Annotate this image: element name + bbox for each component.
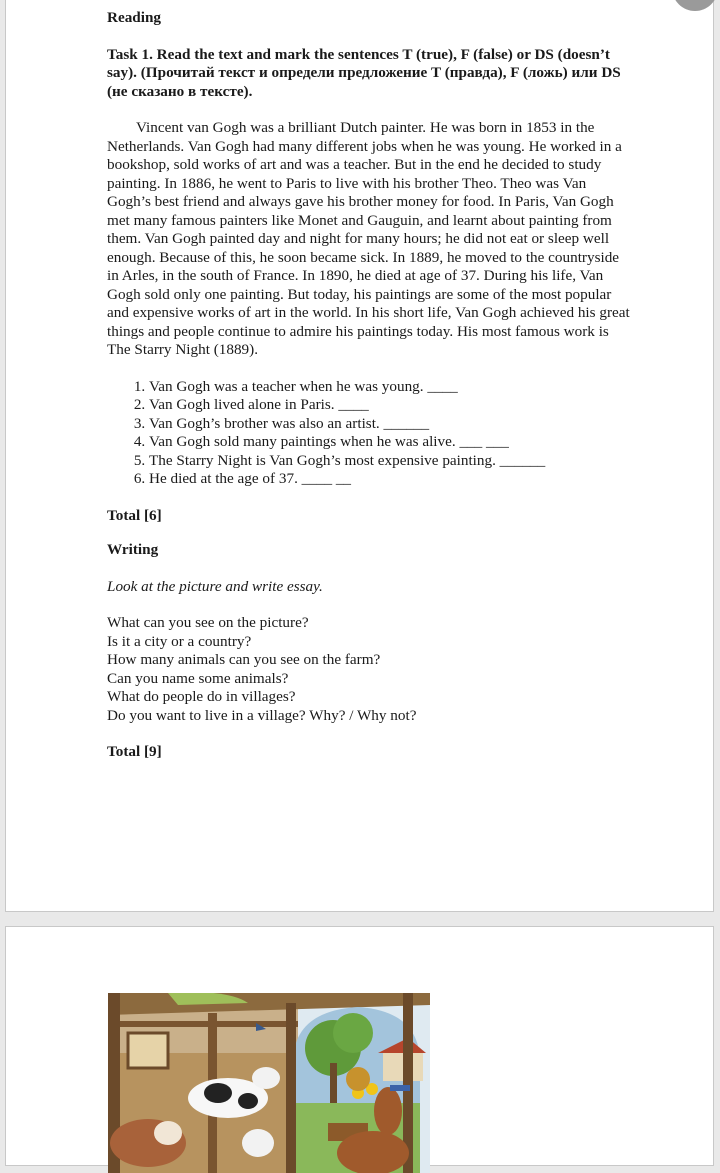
question-item: 3. Van Gogh’s brother was also an artist. ______ bbox=[149, 415, 631, 434]
prompt-item: Can you name some animals? bbox=[107, 669, 289, 687]
prompt-item: How many animals can you see on the farm? bbox=[107, 651, 381, 668]
question-item: 5. The Starry Night is Van Gogh’s most expensive painting. ______ bbox=[149, 452, 631, 471]
reading-total: Total [6] bbox=[107, 506, 162, 524]
question-list bbox=[107, 378, 631, 489]
question-item: 1. Van Gogh was a teacher when he was young. ____ bbox=[149, 378, 631, 397]
reading-heading: Reading bbox=[107, 9, 162, 26]
writing-total: Total [9] bbox=[107, 743, 162, 760]
corner-action-button[interactable] bbox=[672, 0, 718, 11]
farm-illustration bbox=[108, 993, 430, 1173]
writing-heading: Writing bbox=[107, 541, 159, 558]
prompt-item: Do you want to live in a village? Why? / Why not? bbox=[107, 706, 417, 724]
writing-instruction: Look at the picture and write essay. bbox=[107, 577, 323, 595]
prompt-item: What can you see on the picture? bbox=[107, 614, 309, 631]
document-page-2 bbox=[5, 926, 714, 1166]
reading-passage: Vincent van Gogh was a brilliant Dutch painter. He was born in 1853 in the Netherlands. Van Gogh had many different jobs when he was young. He worked in a bookshop, sold works of art and was a teacher. But in the end he decided to study painting. In 1886, he went to Paris to live with his brother Theo. Theo was Van Gogh’s best friend and always gave his brother money for food. In Paris, Van Gogh met many famous painters like Monet and Gauguin, and learnt about painting from them. Van Gogh painted day and night for many hours; he did not eat or sleep well enough. Because of this, he soon became sick. In 1889, he moved to the countryside in Arles, in the south of France. In 1890, he died at age of 37. During his life, Van Gogh sold only one painting. But today, his paintings are some of the most popular and expensive works of art in the world. In his short life, Van Gogh achieved his great things and people continue to admire his paintings today. His most famous work is The Starry Night (1889). bbox=[107, 119, 630, 358]
question-item: 4. Van Gogh sold many paintings when he was alive. ___ ___ bbox=[149, 433, 631, 452]
page-content bbox=[107, 9, 631, 762]
prompt-item: Is it a city or a country? bbox=[107, 632, 252, 650]
question-item: 2. Van Gogh lived alone in Paris. ____ bbox=[149, 396, 631, 415]
task-instructions: Task 1. Read the text and mark the sentences T (true), F (false) or DS (doesn’t say). (Прочитай текст и определи предложение T (правда), F (ложь) или DS (не сказано в тексте). bbox=[107, 45, 621, 100]
prompt-item: What do people do in villages? bbox=[107, 688, 296, 705]
writing-prompts bbox=[107, 614, 631, 725]
question-item: 6. He died at the age of 37. ____ __ bbox=[149, 470, 631, 489]
document-page-1 bbox=[5, 0, 714, 912]
